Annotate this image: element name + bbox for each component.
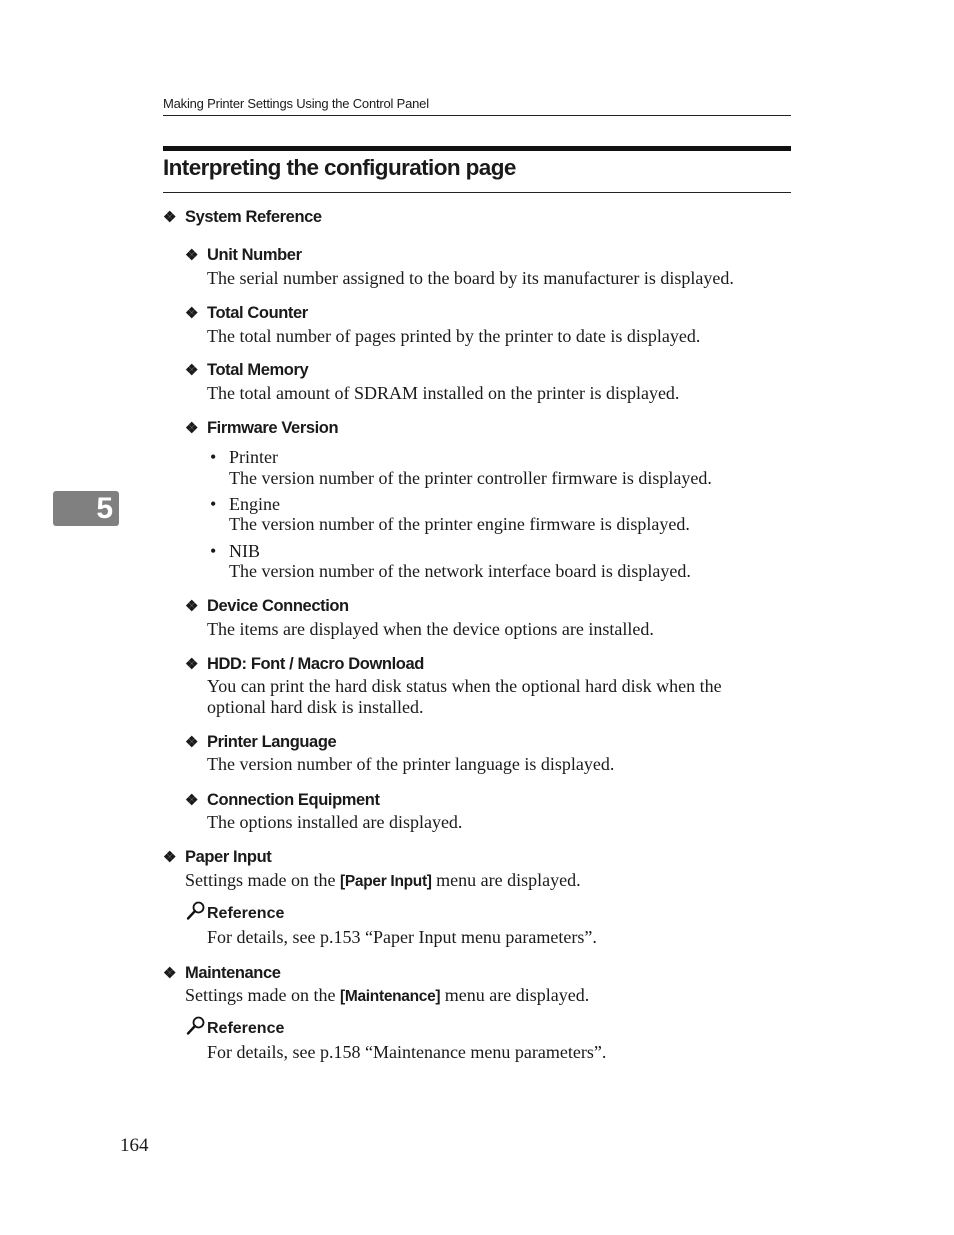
chapter-number: 5 [96,492,113,525]
text-connection-equipment: The options installed are displayed. [207,812,463,832]
header-rule [163,115,791,116]
list-item: • Printer [210,447,278,467]
section-title: Interpreting the configuration page [163,155,516,180]
heading-hdd-font-macro: ❖ HDD: Font / Macro Download [185,655,424,673]
diamond-cluster-icon: ❖ [185,305,199,322]
diamond-cluster-icon: ❖ [185,734,199,751]
heading-paper-input: ❖ Paper Input [163,848,272,866]
text-firmware-nib: The version number of the network interface board is displayed. [229,561,691,581]
bullet-icon: • [210,541,217,561]
list-item: • Engine [210,494,280,514]
diamond-cluster-icon: ❖ [185,598,199,615]
list-item: • NIB [210,541,260,561]
text-unit-number: The serial number assigned to the board by its manufacturer is displayed. [207,268,734,288]
diamond-cluster-icon: ❖ [163,849,177,866]
key-paper-input: [Paper Input] [339,873,432,890]
bullet-icon: • [210,447,217,467]
text-hdd-line1: You can print the hard disk status when the optional hard disk when the [207,676,722,696]
text-maintenance: Settings made on the [Maintenance] menu are displayed. [185,985,590,1005]
magnifier-icon [186,901,206,921]
reference-label: Reference [207,905,285,922]
text-firmware-printer: The version number of the printer controller firmware is displayed. [229,468,712,488]
diamond-cluster-icon: ❖ [185,792,199,809]
magnifier-icon [186,1016,206,1036]
key-maintenance: [Maintenance] [339,988,441,1005]
diamond-cluster-icon: ❖ [163,209,177,226]
running-header: Making Printer Settings Using the Control Panel [163,96,429,111]
reference-label: Reference [207,1020,285,1037]
reference-text-paper-input: For details, see p.153 “Paper Input menu parameters”. [207,927,597,947]
heading-system-reference: ❖ System Reference [163,208,322,226]
text-paper-input: Settings made on the [Paper Input] menu are displayed. [185,870,581,890]
reference-text-maintenance: For details, see p.158 “Maintenance menu parameters”. [207,1042,607,1062]
text-hdd-line2: optional hard disk is installed. [207,697,424,717]
diamond-cluster-icon: ❖ [185,420,199,437]
heading-firmware-version: ❖ Firmware Version [185,419,339,437]
heading-unit-number: ❖ Unit Number [185,246,302,264]
text-total-counter: The total number of pages printed by the printer to date is displayed. [207,326,701,346]
section-bottom-rule [163,192,791,193]
text-device-connection: The items are displayed when the device options are installed. [207,619,654,639]
chapter-tab [53,491,119,526]
heading-total-counter: ❖ Total Counter [185,304,308,322]
section-top-rule [163,146,791,151]
page-number: 164 [120,1135,149,1156]
text-printer-language: The version number of the printer language is displayed. [207,754,615,774]
bullet-icon: • [210,494,217,514]
diamond-cluster-icon: ❖ [185,656,199,673]
heading-maintenance: ❖ Maintenance [163,964,281,982]
diamond-cluster-icon: ❖ [185,247,199,264]
diamond-cluster-icon: ❖ [185,362,199,379]
heading-connection-equipment: ❖ Connection Equipment [185,791,380,809]
heading-device-connection: ❖ Device Connection [185,597,349,615]
heading-printer-language: ❖ Printer Language [185,733,337,751]
text-total-memory: The total amount of SDRAM installed on the printer is displayed. [207,383,680,403]
text-firmware-engine: The version number of the printer engine firmware is displayed. [229,514,690,534]
diamond-cluster-icon: ❖ [163,965,177,982]
heading-total-memory: ❖ Total Memory [185,361,309,379]
